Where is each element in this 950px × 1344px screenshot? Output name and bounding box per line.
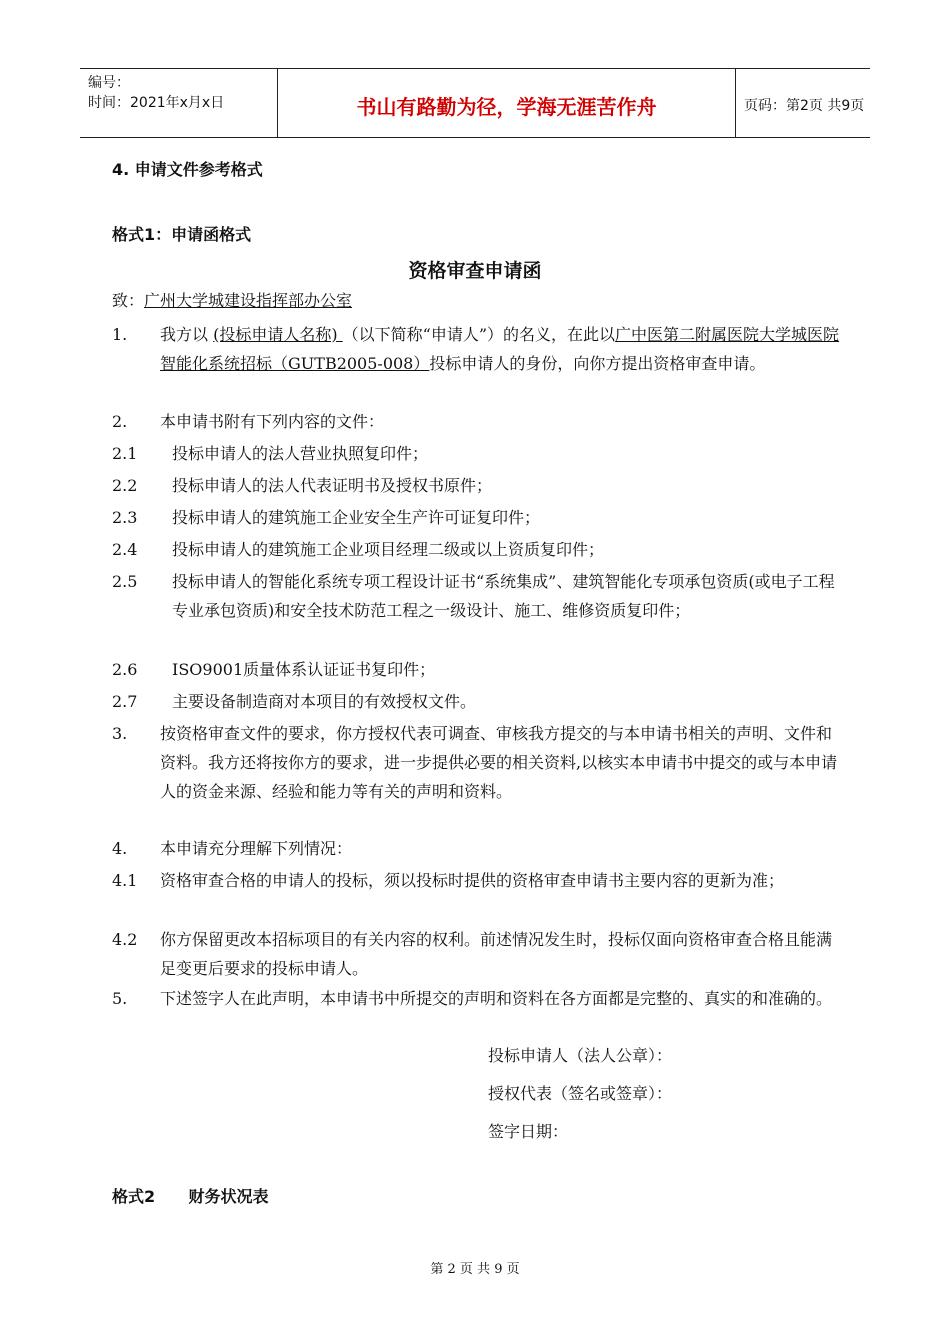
addressee-org: 广州大学城建设指挥部办公室 bbox=[144, 291, 353, 310]
item-text: 本申请充分理解下列情况： bbox=[160, 839, 353, 858]
item-num: 2.4 bbox=[112, 540, 138, 559]
item-num: 5. bbox=[112, 989, 128, 1008]
item-text: 你方保留更改本招标项目的有关内容的权利。前述情况发生时，投标仅面向资格审查合格且能满足变更后要求的投标申请人。 bbox=[160, 930, 833, 978]
item-num: 3. bbox=[112, 724, 128, 743]
signature-applicant: 投标申请人（法人公章）： bbox=[488, 1046, 673, 1065]
project-name: 广中医第二附属医院大学城医院智能化系统招标（GUTB2005-008） bbox=[160, 325, 840, 373]
item-text-part: 投标申请人的身份，向你方提出资格审查申请。 bbox=[429, 354, 766, 373]
letter-title: 资格审查申请函 bbox=[408, 260, 542, 282]
page-header bbox=[80, 68, 870, 138]
item-num: 2.2 bbox=[112, 476, 138, 495]
item-num: 2.5 bbox=[112, 572, 138, 591]
addressee bbox=[112, 291, 352, 311]
item-text-part: （以下简称“申请人”）的名义，在此以 bbox=[342, 325, 616, 344]
format2-heading: 格式2 财务状况表 bbox=[112, 1187, 269, 1206]
item-text: 投标申请人的法人代表证明书及授权书原件； bbox=[172, 476, 493, 495]
item-text: 资格审查合格的申请人的投标，须以投标时提供的资格审查申请书主要内容的更新为准； bbox=[160, 871, 785, 890]
item-text: 本申请书附有下列内容的文件： bbox=[160, 412, 385, 431]
item-text: 按资格审查文件的要求，你方授权代表可调查、审核我方提交的与本申请书相关的声明、文件和资料。我方还将按你方的要求，进一步提供必要的相关资料,以核实本申请书中提交的或与本申请人的资金来源、经验和能力等有关的声明和资料。 bbox=[160, 724, 838, 801]
header-page: 页码：第2页 共9页 bbox=[744, 98, 865, 114]
item-text: 投标申请人的法人营业执照复印件； bbox=[172, 444, 429, 463]
item-num: 2.1 bbox=[112, 444, 138, 463]
item-num: 1. bbox=[112, 325, 128, 344]
item-num: 2.6 bbox=[112, 660, 138, 679]
item-text: 主要设备制造商对本项目的有效授权文件。 bbox=[172, 692, 477, 711]
item-text-part: 我方以 bbox=[160, 325, 214, 344]
header-time: 时间：2021年x月x日 bbox=[88, 95, 225, 111]
signature-date: 签字日期： bbox=[488, 1122, 569, 1141]
item-num: 2.3 bbox=[112, 508, 138, 527]
item-text: 下述签字人在此声明，本申请书中所提交的声明和资料在各方面都是完整的、真实的和准确的。 bbox=[160, 989, 833, 1008]
item-num: 4.2 bbox=[112, 930, 138, 949]
header-motto: 书山有路勤为径，学海无涯苦作舟 bbox=[278, 69, 736, 137]
header-meta bbox=[80, 69, 278, 137]
item-text: 投标申请人的建筑施工企业安全生产许可证复印件； bbox=[172, 508, 541, 527]
item-text: ISO9001质量体系认证证书复印件； bbox=[172, 660, 436, 679]
item-text: 投标申请人的智能化系统专项工程设计证书“系统集成”、建筑智能化专项承包资质(或电子工程专业承包资质)和安全技术防范工程之一级设计、施工、维修资质复印件； bbox=[172, 572, 835, 620]
page-footer: 第 2 页 共 9 页 bbox=[430, 1262, 520, 1277]
item-num: 4. bbox=[112, 839, 128, 858]
signature-representative: 授权代表（签名或签章）： bbox=[488, 1084, 673, 1103]
item-num: 2. bbox=[112, 412, 128, 431]
header-number: 编号： bbox=[88, 75, 130, 91]
applicant-name-blank: (投标申请人名称) bbox=[213, 325, 343, 344]
item-num: 2.7 bbox=[112, 692, 138, 711]
section-heading: 4. 申请文件参考格式 bbox=[112, 160, 263, 179]
item-num: 4.1 bbox=[112, 871, 138, 890]
format1-heading: 格式1：申请函格式 bbox=[112, 225, 252, 244]
item-text: 投标申请人的建筑施工企业项目经理二级或以上资质复印件； bbox=[172, 540, 605, 559]
item-text bbox=[160, 320, 840, 378]
addressee-prefix: 致： bbox=[112, 291, 145, 310]
